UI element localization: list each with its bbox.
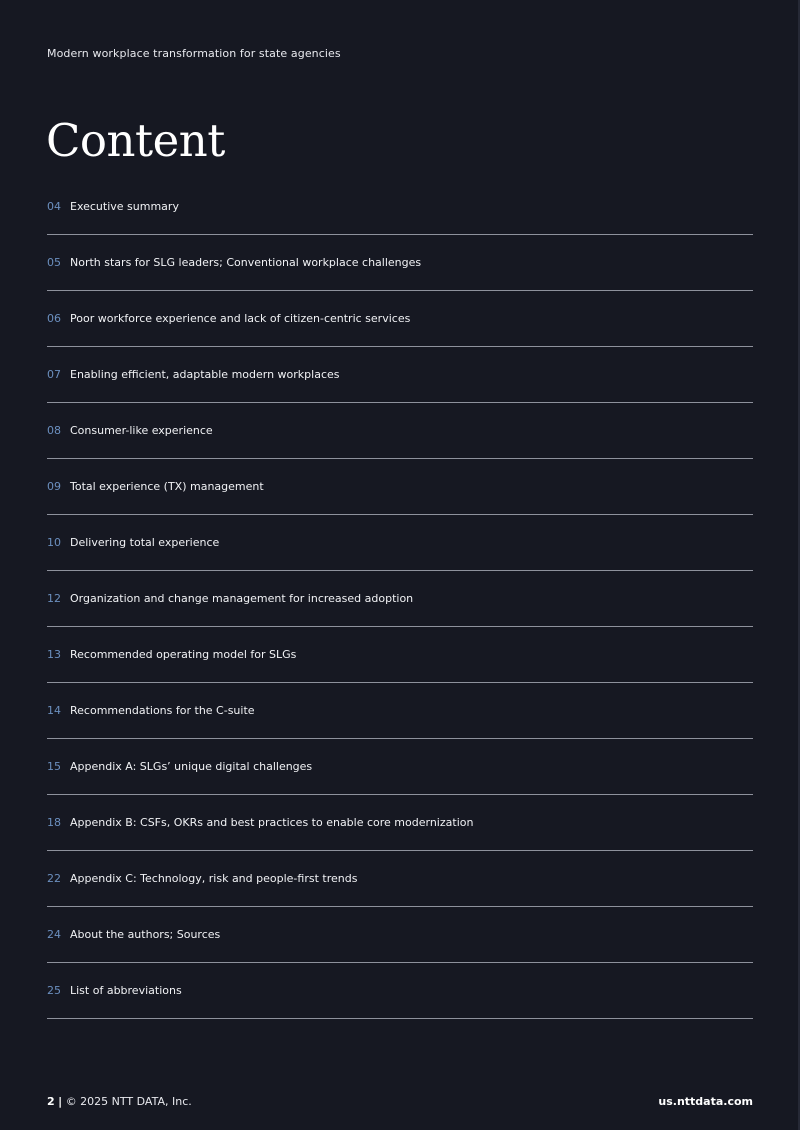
- toc-page-number: 06: [47, 312, 61, 325]
- footer-separator: |: [58, 1095, 63, 1108]
- toc-label: Appendix A: SLGs’ unique digital challenges: [70, 760, 313, 773]
- toc-page-number: 08: [47, 424, 61, 437]
- toc-page-number: 05: [47, 256, 61, 269]
- toc-page-number: 04: [47, 200, 61, 213]
- toc-item[interactable]: [47, 403, 753, 459]
- toc-item[interactable]: [47, 963, 753, 1019]
- toc-label: Consumer-like experience: [70, 424, 213, 437]
- toc-page-number: 14: [47, 704, 61, 717]
- toc-page-number: 24: [47, 928, 61, 941]
- toc-page-number: 09: [47, 480, 61, 493]
- table-of-contents: [47, 179, 753, 1019]
- toc-label: Recommendations for the C-suite: [70, 704, 255, 717]
- toc-item[interactable]: [47, 851, 753, 907]
- toc-item[interactable]: [47, 571, 753, 627]
- toc-label: Delivering total experience: [70, 536, 220, 549]
- page-heading: Content: [46, 114, 225, 167]
- toc-page-number: 22: [47, 872, 61, 885]
- toc-label: Total experience (TX) management: [70, 480, 264, 493]
- toc-page-number: 10: [47, 536, 61, 549]
- toc-label: Organization and change management for increased adoption: [70, 592, 414, 605]
- toc-page-number: 12: [47, 592, 61, 605]
- toc-item[interactable]: [47, 235, 753, 291]
- toc-item[interactable]: [47, 739, 753, 795]
- toc-label: Executive summary: [70, 200, 179, 213]
- toc-label: Enabling efficient, adaptable modern workplaces: [70, 368, 340, 381]
- toc-page-number: 13: [47, 648, 61, 661]
- website-link[interactable]: us.nttdata.com: [658, 1095, 753, 1108]
- toc-item[interactable]: [47, 627, 753, 683]
- toc-item[interactable]: [47, 515, 753, 571]
- toc-label: List of abbreviations: [70, 984, 182, 997]
- toc-item[interactable]: [47, 347, 753, 403]
- toc-page-number: 18: [47, 816, 61, 829]
- toc-label: Appendix B: CSFs, OKRs and best practices to enable core modernization: [70, 816, 474, 829]
- toc-label: Recommended operating model for SLGs: [70, 648, 297, 661]
- toc-label: North stars for SLG leaders; Conventional workplace challenges: [70, 256, 422, 269]
- toc-label: Poor workforce experience and lack of citizen-centric services: [70, 312, 411, 325]
- toc-item[interactable]: [47, 683, 753, 739]
- toc-item[interactable]: [47, 179, 753, 235]
- toc-item[interactable]: [47, 795, 753, 851]
- copyright-text: © 2025 NTT DATA, Inc.: [65, 1095, 192, 1108]
- toc-item[interactable]: [47, 459, 753, 515]
- toc-page-number: 15: [47, 760, 61, 773]
- toc-item[interactable]: [47, 907, 753, 963]
- footer-copyright: [47, 1095, 192, 1108]
- document-title: Modern workplace transformation for state agencies: [47, 47, 341, 60]
- toc-label: Appendix C: Technology, risk and people-first trends: [70, 872, 358, 885]
- toc-page-number: 25: [47, 984, 61, 997]
- page-number: 2: [47, 1095, 55, 1108]
- toc-page-number: 07: [47, 368, 61, 381]
- toc-label: About the authors; Sources: [70, 928, 221, 941]
- toc-item[interactable]: [47, 291, 753, 347]
